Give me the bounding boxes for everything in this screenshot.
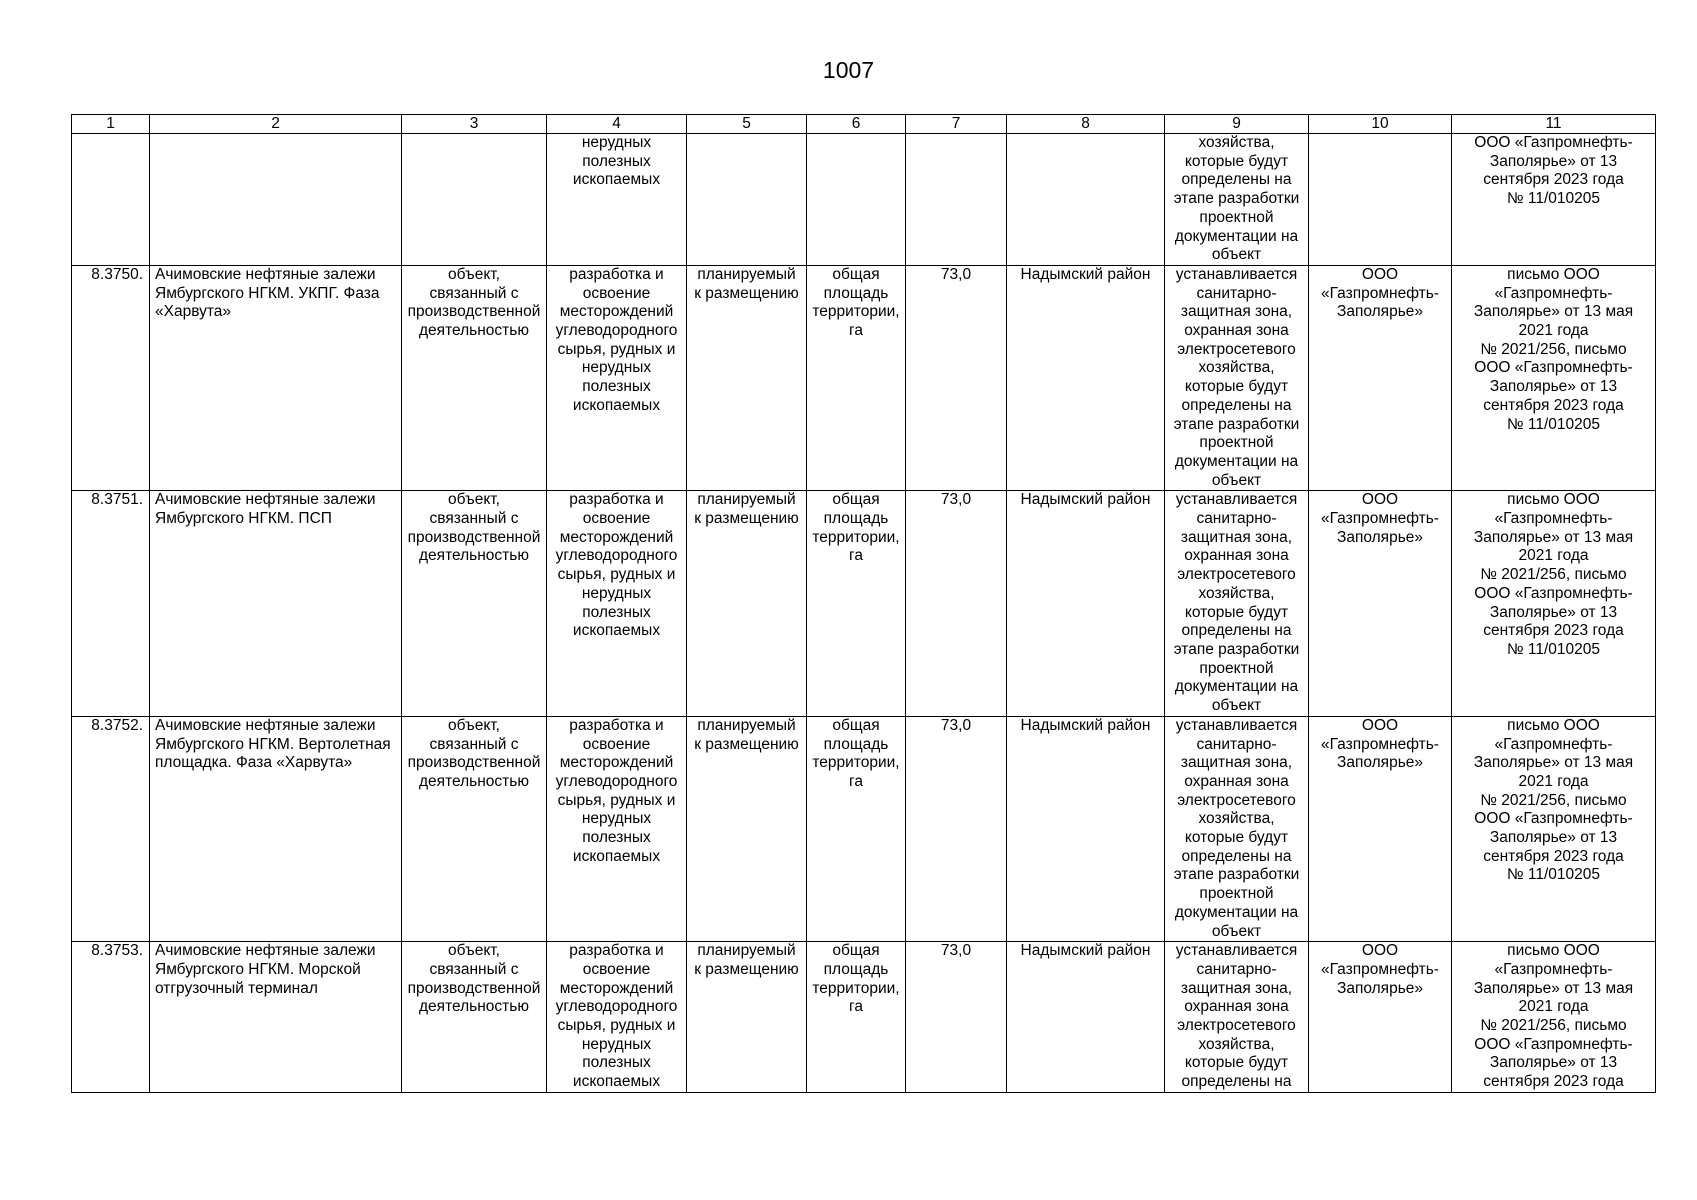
cell-characteristic: общая площадь территории, га <box>807 265 906 490</box>
table-row <box>72 491 1656 716</box>
cell-type <box>402 134 547 266</box>
table-row <box>72 942 1656 1093</box>
column-header-9: 9 <box>1165 115 1309 134</box>
column-header-7: 7 <box>906 115 1007 134</box>
cell-zones: устанавливается санитарно- защитная зона, охранная зона электросетевого хозяйства, которые будут определены на этапе разработки проектной документации на объект <box>1165 716 1309 941</box>
cell-source: письмо ООО «Газпромнефть- Заполярье» от 13 мая 2021 года № 2021/256, письмо ООО «Газпромнефть- Заполярье» от 13 сентября 2023 года № 11/010205 <box>1452 716 1656 941</box>
cell-value: 73,0 <box>906 265 1007 490</box>
cell-characteristic: общая площадь территории, га <box>807 716 906 941</box>
column-header-8: 8 <box>1007 115 1165 134</box>
cell-purpose: разработка и освоение месторождений углеводородного сырья, рудных и нерудных полезных ископаемых <box>547 491 687 716</box>
cell-source: ООО «Газпромнефть- Заполярье» от 13 сентября 2023 года № 11/010205 <box>1452 134 1656 266</box>
column-header-5: 5 <box>687 115 807 134</box>
cell-status: планируемый к размещению <box>687 491 807 716</box>
cell-location: Надымский район <box>1007 265 1165 490</box>
cell-purpose: разработка и освоение месторождений углеводородного сырья, рудных и нерудных полезных ископаемых <box>547 265 687 490</box>
cell-source: письмо ООО «Газпромнефть- Заполярье» от 13 мая 2021 года № 2021/256, письмо ООО «Газпромнефть- Заполярье» от 13 сентября 2023 года <box>1452 942 1656 1093</box>
cell-purpose: нерудных полезных ископаемых <box>547 134 687 266</box>
cell-status: планируемый к размещению <box>687 716 807 941</box>
column-header-3: 3 <box>402 115 547 134</box>
cell-source: письмо ООО «Газпромнефть- Заполярье» от 13 мая 2021 года № 2021/256, письмо ООО «Газпромнефть- Заполярье» от 13 сентября 2023 года № 11/010205 <box>1452 265 1656 490</box>
cell-value: 73,0 <box>906 491 1007 716</box>
cell-purpose: разработка и освоение месторождений углеводородного сырья, рудных и нерудных полезных ископаемых <box>547 716 687 941</box>
cell-status: планируемый к размещению <box>687 265 807 490</box>
cell-status <box>687 134 807 266</box>
table-row <box>72 716 1656 941</box>
cell-location: Надымский район <box>1007 491 1165 716</box>
column-number-header-row <box>72 115 1656 134</box>
column-header-10: 10 <box>1309 115 1452 134</box>
cell-value: 73,0 <box>906 716 1007 941</box>
cell-location: Надымский район <box>1007 942 1165 1093</box>
cell-number <box>72 134 150 266</box>
registry-table <box>71 114 1656 1093</box>
cell-organization: ООО «Газпромнефть- Заполярье» <box>1309 491 1452 716</box>
cell-number: 8.3751. <box>72 491 150 716</box>
cell-organization: ООО «Газпромнефть- Заполярье» <box>1309 265 1452 490</box>
column-header-2: 2 <box>150 115 402 134</box>
cell-name: Ачимовские нефтяные залежи Ямбургского НГКМ. УКПГ. Фаза «Харвута» <box>150 265 402 490</box>
column-header-6: 6 <box>807 115 906 134</box>
cell-source: письмо ООО «Газпромнефть- Заполярье» от 13 мая 2021 года № 2021/256, письмо ООО «Газпромнефть- Заполярье» от 13 сентября 2023 года № 11/010205 <box>1452 491 1656 716</box>
continuation-row <box>72 134 1656 266</box>
cell-type: объект, связанный с производственной деятельностью <box>402 716 547 941</box>
column-header-1: 1 <box>72 115 150 134</box>
cell-characteristic: общая площадь территории, га <box>807 491 906 716</box>
cell-number: 8.3753. <box>72 942 150 1093</box>
column-header-11: 11 <box>1452 115 1656 134</box>
cell-type: объект, связанный с производственной деятельностью <box>402 265 547 490</box>
cell-name: Ачимовские нефтяные залежи Ямбургского НГКМ. ПСП <box>150 491 402 716</box>
page-number: 1007 <box>822 57 875 83</box>
cell-zones: устанавливается санитарно- защитная зона, охранная зона электросетевого хозяйства, которые будут определены на этапе разработки проектной документации на объект <box>1165 491 1309 716</box>
cell-name: Ачимовские нефтяные залежи Ямбургского НГКМ. Морской отгрузочный терминал <box>150 942 402 1093</box>
cell-value <box>906 134 1007 266</box>
cell-organization: ООО «Газпромнефть- Заполярье» <box>1309 942 1452 1093</box>
cell-value: 73,0 <box>906 942 1007 1093</box>
cell-number: 8.3750. <box>72 265 150 490</box>
cell-number: 8.3752. <box>72 716 150 941</box>
cell-organization <box>1309 134 1452 266</box>
cell-organization: ООО «Газпромнефть- Заполярье» <box>1309 716 1452 941</box>
cell-zones: устанавливается санитарно- защитная зона, охранная зона электросетевого хозяйства, которые будут определены на <box>1165 942 1309 1093</box>
cell-zones: устанавливается санитарно- защитная зона, охранная зона электросетевого хозяйства, которые будут определены на этапе разработки проектной документации на объект <box>1165 265 1309 490</box>
cell-name: Ачимовские нефтяные залежи Ямбургского НГКМ. Вертолетная площадка. Фаза «Харвута» <box>150 716 402 941</box>
cell-characteristic <box>807 134 906 266</box>
cell-status: планируемый к размещению <box>687 942 807 1093</box>
column-header-4: 4 <box>547 115 687 134</box>
cell-characteristic: общая площадь территории, га <box>807 942 906 1093</box>
table-row <box>72 265 1656 490</box>
cell-location: Надымский район <box>1007 716 1165 941</box>
cell-location <box>1007 134 1165 266</box>
cell-zones: хозяйства, которые будут определены на этапе разработки проектной документации на объект <box>1165 134 1309 266</box>
cell-type: объект, связанный с производственной деятельностью <box>402 942 547 1093</box>
cell-name <box>150 134 402 266</box>
cell-purpose: разработка и освоение месторождений углеводородного сырья, рудных и нерудных полезных ископаемых <box>547 942 687 1093</box>
cell-type: объект, связанный с производственной деятельностью <box>402 491 547 716</box>
